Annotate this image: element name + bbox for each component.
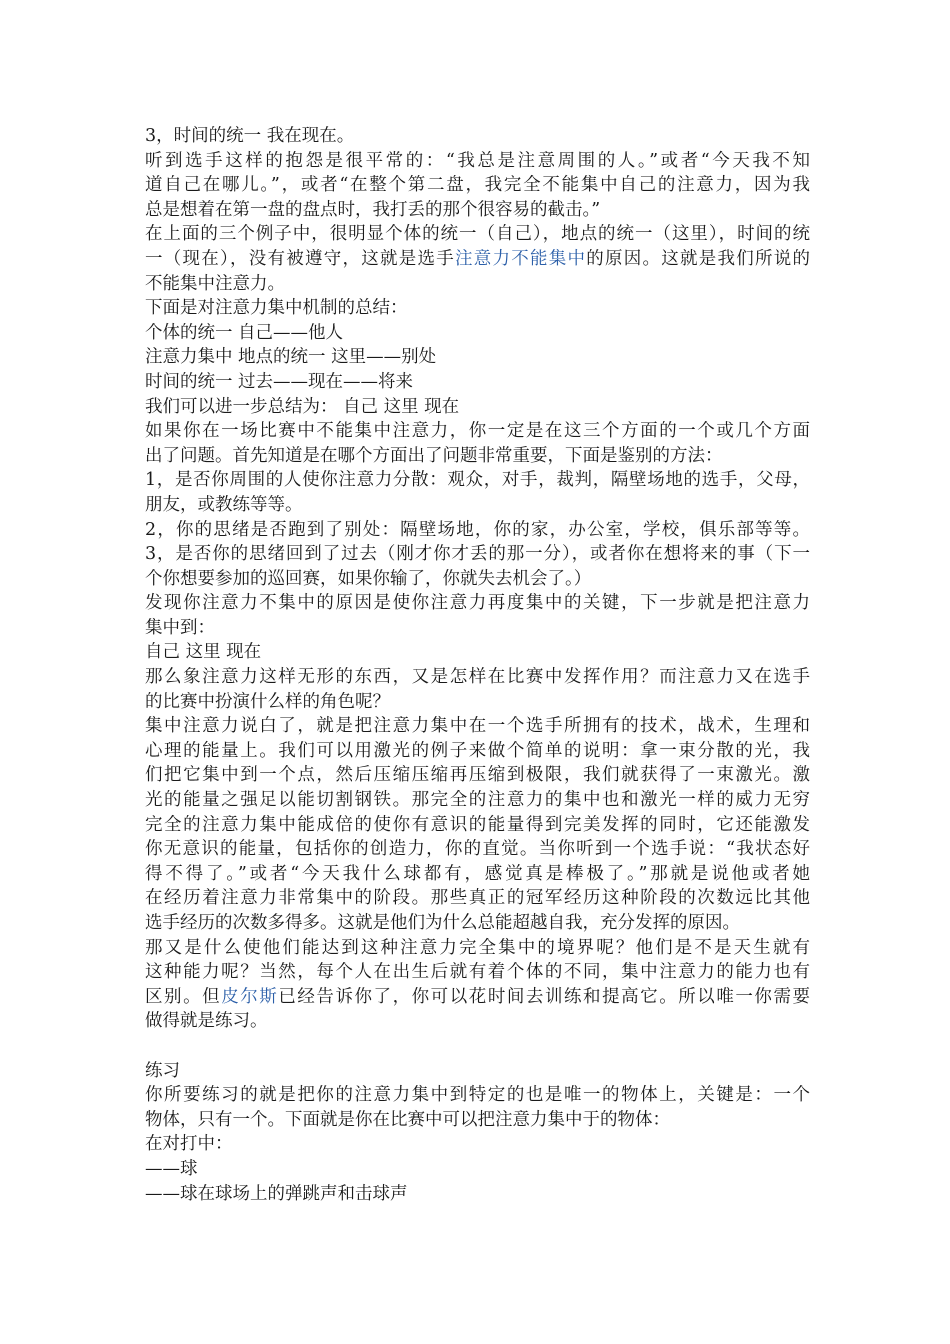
text-line: 2，你的思绪是否跑到了别处：隔壁场地，你的家，办公室，学校，俱乐部等等。	[145, 519, 810, 540]
line-suffix: 的原因。这就是我们所说的	[586, 248, 810, 269]
text-line: 集中注意力说白了，就是把注意力集中在一个选手所拥有的技术，战术，生理和	[145, 716, 810, 737]
text-line: 3，是否你的思绪回到了过去（刚才你才丢的那一分），或者你在想将来的事（下一	[145, 544, 810, 565]
line-prefix: 一（现在），没有被遵守，这就是选手	[145, 248, 455, 269]
text-line	[145, 985, 810, 1010]
text-line: 得不得了。”或者“今天我什么球都有，感觉真是棒极了。”那就是说他或者她	[145, 863, 810, 884]
text-line: 在经历着注意力非常集中的阶段。那些真正的冠军经历这种阶段的次数远比其他	[145, 888, 810, 909]
text-line: 在上面的三个例子中，很明显个体的统一（自己），地点的统一（这里），时间的统	[145, 224, 810, 245]
hyperlink[interactable]: 皮尔斯	[221, 986, 279, 1007]
line-suffix: 已经告诉你了，你可以花时间去训练和提高它。所以唯一你需要	[278, 986, 811, 1007]
text-line: 们把它集中到一个点，然后压缩压缩再压缩到极限，我们就获得了一束激光。激	[145, 765, 810, 786]
text-line: 自己 这里 现在	[145, 642, 262, 663]
document-body	[145, 124, 810, 1206]
text-line: 那么象注意力这样无形的东西，又是怎样在比赛中发挥作用？而注意力又在选手	[145, 667, 810, 688]
text-line: 在对打中：	[145, 1134, 233, 1155]
text-line: 心理的能量上。我们可以用激光的例子来做个简单的说明：拿一束分散的光，我	[145, 740, 810, 761]
text-line: 集中到：	[145, 617, 215, 638]
text-line: 我们可以进一步总结为： 自己 这里 现在	[145, 396, 460, 417]
text-line: 那又是什么使他们能达到这种注意力完全集中的境界呢？他们是不是天生就有	[145, 937, 810, 958]
text-line: 时间的统一 过去——现在——将来	[145, 371, 414, 392]
hyperlink[interactable]: 注意力不能集中	[455, 248, 587, 269]
text-line: 练习	[145, 1060, 180, 1081]
text-line: 发现你注意力不集中的原因是使你注意力再度集中的关键，下一步就是把注意力	[145, 593, 810, 614]
text-line: 个你想要参加的巡回赛，如果你输了，你就失去机会了。）	[145, 568, 592, 589]
text-line: 完全的注意力集中能成倍的使你有意识的能量得到完美发挥的同时，它还能激发	[145, 814, 810, 835]
text-line: 你所要练习的就是把你的注意力集中到特定的也是唯一的物体上，关键是：一个	[145, 1085, 810, 1106]
text-line: 听到选手这样的抱怨是很平常的：“我总是注意周围的人。”或者“今天我不知	[145, 150, 810, 171]
text-line: ——球在球场上的弹跳声和击球声	[145, 1183, 408, 1204]
text-line: 选手经历的次数多得多。这就是他们为什么总能超越自我，充分发挥的原因。	[145, 913, 740, 933]
text-line: ——球	[145, 1158, 198, 1179]
text-line: 不能集中注意力。	[145, 273, 285, 294]
text-line: 这种能力呢？当然，每个人在出生后就有着个体的不同，集中注意力的能力也有	[145, 962, 810, 983]
text-line: 3，时间的统一 我在现在。	[145, 126, 355, 146]
blank-line	[145, 1034, 810, 1059]
text-line	[145, 247, 810, 272]
text-line: 1，是否你周围的人使你注意力分散：观众，对手，裁判，隔壁场地的选手，父母，	[145, 470, 810, 491]
text-line: 光的能量之强足以能切割钢铁。那完全的注意力的集中也和激光一样的威力无穷	[145, 790, 810, 811]
text-line: 个体的统一 自己——他人	[145, 322, 344, 343]
text-line: 做得就是练习。	[145, 1011, 268, 1032]
text-line: 朋友，或教练等等。	[145, 494, 303, 515]
text-line: 道自己在哪儿。”，或者“在整个第二盘，我完全不能集中自己的注意力，因为我	[145, 175, 810, 196]
text-line: 的比赛中扮演什么样的角色呢？	[145, 691, 390, 712]
text-line: 总是想着在第一盘的盘点时，我打丢的那个很容易的截击。”	[145, 199, 601, 220]
text-line: 下面是对注意力集中机制的总结：	[145, 298, 408, 319]
text-line: 你无意识的能量，包括你的创造力，你的直觉。当你听到一个选手说：“我状态好	[145, 839, 810, 860]
text-line: 物体，只有一个。下面就是你在比赛中可以把注意力集中于的物体：	[145, 1109, 670, 1130]
text-line: 出了问题。首先知道是在哪个方面出了问题非常重要，下面是鉴别的方法：	[145, 445, 723, 466]
text-line: 注意力集中 地点的统一 这里——别处	[145, 347, 437, 368]
line-prefix: 区别。但	[145, 986, 222, 1007]
text-line: 如果你在一场比赛中不能集中注意力，你一定是在这三个方面的一个或几个方面	[145, 421, 810, 442]
